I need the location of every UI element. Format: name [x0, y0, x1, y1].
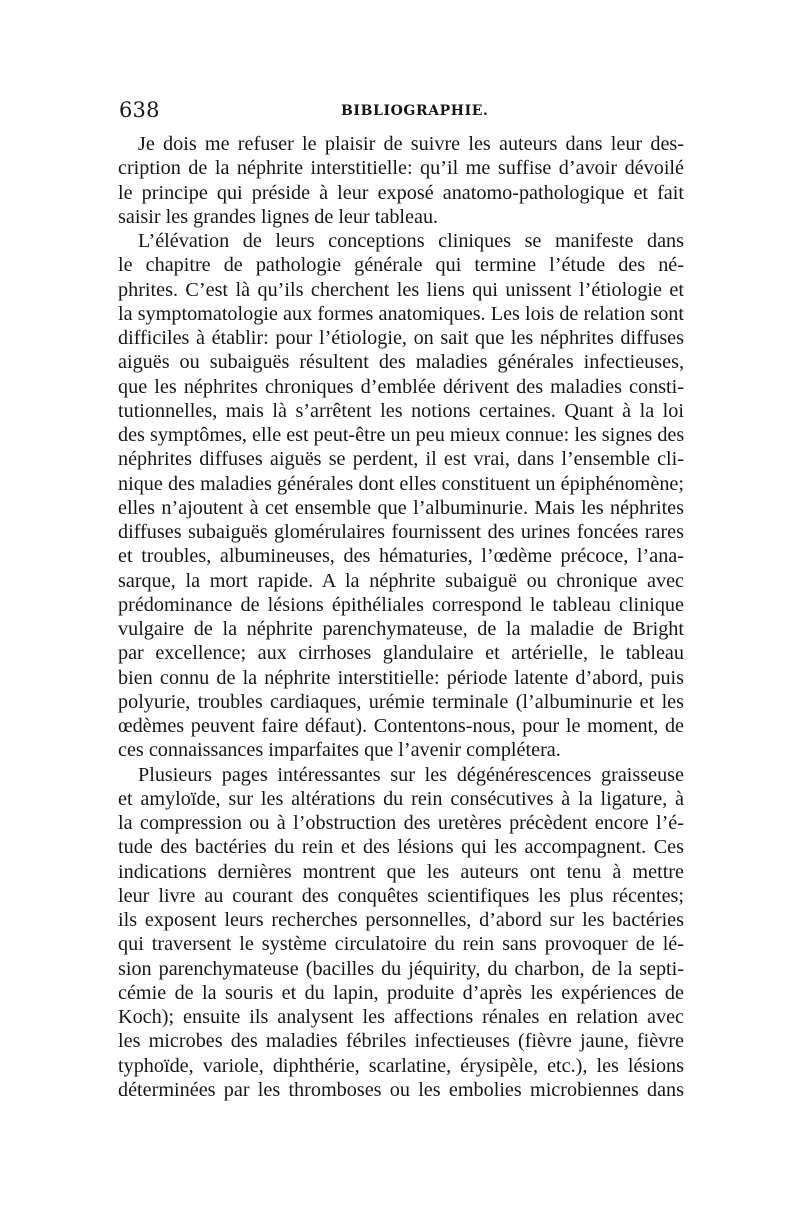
text-line: sarque, la mort rapide. A la néphrite subaiguë ou chronique avec	[118, 569, 684, 592]
text-line: polyurie, troubles cardiaques, urémie terminale (l’albuminurie et les	[118, 690, 684, 713]
text-line: bien connu de la néphrite interstitielle: période latente d’abord, puis	[118, 666, 684, 689]
text-line: déterminées par les thromboses ou les embolies microbiennes dans	[118, 1078, 684, 1101]
text-line: aiguës ou subaiguës résultent des maladies générales infectieuses,	[118, 351, 684, 374]
text-line: tude des bactéries du rein et des lésions qui les accompagnent. Ces	[118, 836, 684, 859]
page-number: 638	[119, 98, 160, 122]
text-line: prédominance de lésions épithéliales correspond le tableau clinique	[118, 593, 684, 616]
text-line: phrites. C’est là qu’ils cherchent les liens qui unissent l’étiologie et	[118, 278, 684, 301]
text-line: vulgaire de la néphrite parenchymateuse, de la maladie de Bright	[118, 618, 684, 640]
paragraph	[118, 763, 684, 1103]
text-line: tutionnelles, mais là s’arrêtent les notions certaines. Quant à la loi	[118, 399, 684, 422]
text-line: la compression ou à l’obstruction des uretères précèdent encore l’é-	[118, 812, 684, 834]
text-line: que les néphrites chroniques d’emblée dérivent des maladies consti-	[118, 375, 684, 398]
text-line: ces connaissances imparfaites que l’avenir complétera.	[118, 739, 561, 762]
body-text	[118, 132, 684, 1102]
text-line: et troubles, albumineuses, des hématuries, l’œdème précoce, l’ana-	[118, 545, 684, 568]
text-line: cription de la néphrite interstitielle: qu’il me suffise d’avoir dévoilé	[118, 157, 684, 180]
text-line: la symptomatologie aux formes anatomiques. Les lois de relation sont	[118, 302, 684, 325]
text-line: saisir les grandes lignes de leur tableau.	[118, 205, 439, 228]
text-line: les microbes des maladies fébriles infectieuses (fièvre jaune, fièvre	[118, 1030, 684, 1053]
text-line: Je dois me refuser le plaisir de suivre les auteurs dans leur des-	[138, 133, 684, 155]
running-head: BIBLIOGRAPHIE.	[341, 103, 489, 119]
text-line: diffuses subaiguës glomérulaires fournissent des urines foncées rares	[118, 521, 684, 543]
text-line: des symptômes, elle est peut-être un peu mieux connue: les signes des	[118, 424, 685, 446]
text-line: sion parenchymateuse (bacilles du jéquirity, du charbon, de la septi-	[118, 957, 684, 980]
text-line: Koch); ensuite ils analysent les affections rénales en relation avec	[118, 1006, 684, 1028]
text-line: et amyloïde, sur les altérations du rein consécutives à la ligature, à	[118, 787, 684, 810]
paragraph	[118, 132, 684, 229]
text-line: le principe qui préside à leur exposé anatomo-pathologique et fait	[118, 181, 684, 204]
text-line: qui traversent le système circulatoire du rein sans provoquer de lé-	[118, 933, 684, 956]
text-line: difficiles à établir: pour l’étiologie, on sait que les néphrites diffuses	[118, 327, 684, 349]
page-header	[119, 98, 681, 128]
text-line: elles n’ajoutent à cet ensemble que l’albuminurie. Mais les néphrites	[118, 496, 684, 519]
text-line: nique des maladies générales dont elles constituent un épiphénomène;	[118, 472, 684, 495]
paragraph	[118, 229, 684, 763]
text-line: cémie de la souris et du lapin, produite d’après les expériences de	[118, 981, 684, 1004]
text-line: indications dernières montrent que les auteurs ont tenu à mettre	[118, 860, 684, 883]
text-line: ils exposent leurs recherches personnelles, d’abord sur les bactéries	[118, 909, 684, 931]
text-line: le chapitre de pathologie générale qui termine l’étude des né-	[118, 254, 684, 277]
text-line: L’élévation de leurs conceptions cliniques se manifeste dans	[138, 230, 684, 252]
text-line: néphrites diffuses aiguës se perdent, il est vrai, dans l’ensemble cli-	[118, 448, 684, 471]
text-line: œdèmes peuvent faire défaut). Contentons-nous, pour le moment, de	[118, 715, 684, 737]
text-line: leur livre au courant des conquêtes scientifiques les plus récentes;	[118, 884, 684, 907]
text-line: typhoïde, variole, diphthérie, scarlatine, érysipèle, etc.), les lésions	[118, 1054, 684, 1077]
text-line: par excellence; aux cirrhoses glandulaire et artérielle, le tableau	[118, 642, 684, 665]
text-line: Plusieurs pages intéressantes sur les dégénérescences graisseuse	[138, 763, 684, 786]
